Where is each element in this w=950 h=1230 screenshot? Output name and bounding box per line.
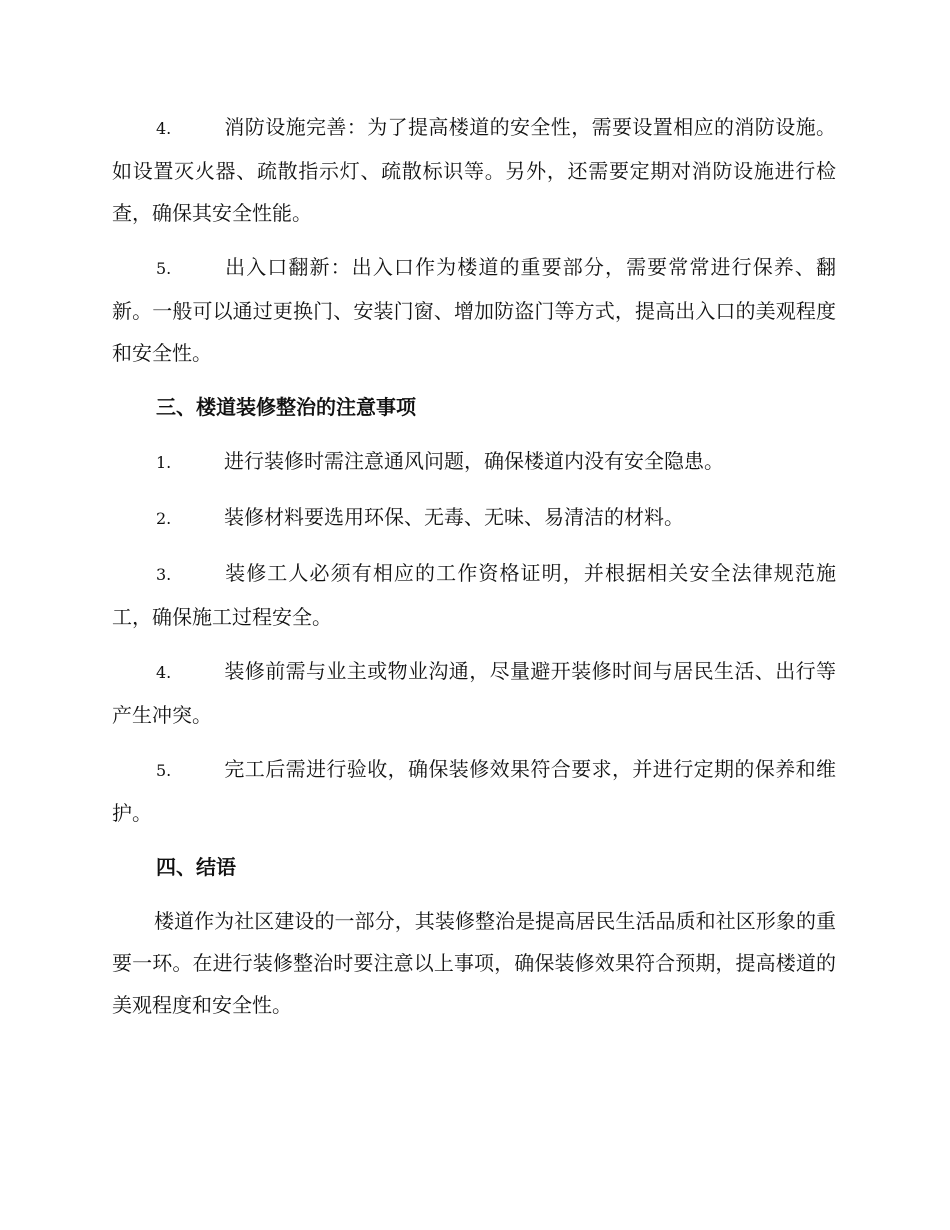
list-number: 5. [156, 259, 172, 278]
conclusion-paragraph: 楼道作为社区建设的一部分，其装修整治是提高居民生活品质和社区形象的重要一环。在进行装修整治时要注意以上事项，确保装修效果符合预期，提高楼道的美观程度和安全性。 [112, 909, 836, 1017]
list-number: 2. [156, 509, 172, 528]
list-number: 1. [156, 453, 172, 472]
list-item [112, 246, 836, 374]
list-item [112, 106, 836, 234]
list-item [112, 748, 836, 834]
list-item [112, 552, 836, 638]
section-heading-conclusion: 四、结语 [156, 855, 236, 879]
list-item [112, 440, 836, 484]
list-text: 进行装修时需注意通风问题，确保楼道内没有安全隐患。 [224, 449, 724, 473]
list-text: 装修前需与业主或物业沟通，尽量避开装修时间与居民生活、出行等产生冲突。 [112, 659, 836, 727]
list-text: 出入口翻新：出入口作为楼道的重要部分，需要常常进行保养、翻新。一般可以通过更换门、安装门窗、增加防盗门等方式，提高出入口的美观程度和安全性。 [112, 255, 836, 365]
list-number: 5. [156, 761, 172, 780]
list-number: 3. [156, 565, 172, 584]
list-text: 装修工人必须有相应的工作资格证明，并根据相关安全法律规范施工，确保施工过程安全。 [112, 561, 836, 629]
list-text: 装修材料要选用环保、无毒、无味、易清洁的材料。 [224, 505, 684, 529]
section-heading-precautions: 三、楼道装修整治的注意事项 [156, 395, 416, 419]
list-text: 完工后需进行验收，确保装修效果符合要求，并进行定期的保养和维护。 [112, 757, 836, 825]
list-item [112, 650, 836, 736]
document-page [112, 106, 836, 1038]
list-number: 4. [156, 663, 172, 682]
list-text: 消防设施完善：为了提高楼道的安全性，需要设置相应的消防设施。如设置灭火器、疏散指示灯、疏散标识等。另外，还需要定期对消防设施进行检查，确保其安全性能。 [112, 115, 836, 225]
list-number: 4. [156, 119, 172, 138]
list-item [112, 496, 836, 540]
